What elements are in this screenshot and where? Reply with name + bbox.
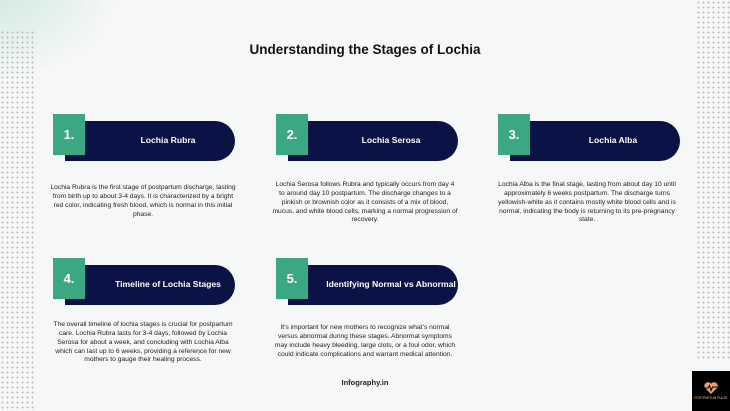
footer-credit: Infography.in: [341, 378, 389, 387]
brand-logo: [692, 371, 730, 411]
step-card-5: [276, 258, 466, 298]
step-card-4: [53, 258, 243, 298]
step-card-3: [498, 114, 688, 154]
step-description: Lochia Serosa follows Rubra and typically occurs from day 4 to around day 10 postpartum. The discharge changes to a pinkish or brownish color as it consists of a mix of blood, mucus, and white blood cells, marking a normal progression of recovery.: [272, 181, 458, 224]
step-number: 3.: [498, 114, 530, 155]
step-heading: Timeline of Lochia Stages: [115, 279, 221, 290]
page-title: Understanding the Stages of Lochia: [249, 42, 481, 57]
step-description: It's important for new mothers to recognize what's normal versus abnormal during these stages. Abnormal symptoms may include heavy bleeding, large clots, or a foul odor, which could indicate complications and warrant medical attention.: [274, 324, 456, 358]
step-number: 4.: [53, 258, 85, 299]
step-number: 1.: [53, 114, 85, 155]
dot-pattern-left: [0, 30, 34, 411]
step-heading: Lochia Rubra: [140, 135, 196, 146]
step-description: Lochia Alba is the final stage, lasting from about day 10 until approximately 6 weeks postpartum. The discharge turns yellowish-white as it contains mostly white blood cells and is normal, indicating the body is returning to its pre-pregnancy state.: [498, 181, 676, 224]
step-card-1: [53, 114, 243, 154]
step-description: Lochia Rubra is the first stage of postpartum discharge, lasting from birth up to about 3-4 days. It is characterized by a bright red color, indicating fresh blood, which is normal in this initial phase.: [50, 184, 236, 218]
heart-pulse-icon: [703, 381, 719, 395]
step-card-2: [276, 114, 466, 154]
step-heading: Lochia Serosa: [361, 135, 421, 146]
step-number: 5.: [276, 258, 308, 299]
logo-text: POSTPARTUM PULSE: [694, 396, 728, 401]
step-number: 2.: [276, 114, 308, 155]
step-heading: Identifying Normal vs Abnormal: [326, 279, 456, 290]
step-description: The overall timeline of lochia stages is crucial for postpartum care. Lochia Rubra lasts for 3-4 days, followed by Lochia Serosa for about a week, and concluding with Lochia Alba which can last up to 6 weeks, providing a reference for new mothers to gauge their healing process.: [53, 321, 233, 364]
step-heading: Lochia Alba: [588, 135, 638, 146]
